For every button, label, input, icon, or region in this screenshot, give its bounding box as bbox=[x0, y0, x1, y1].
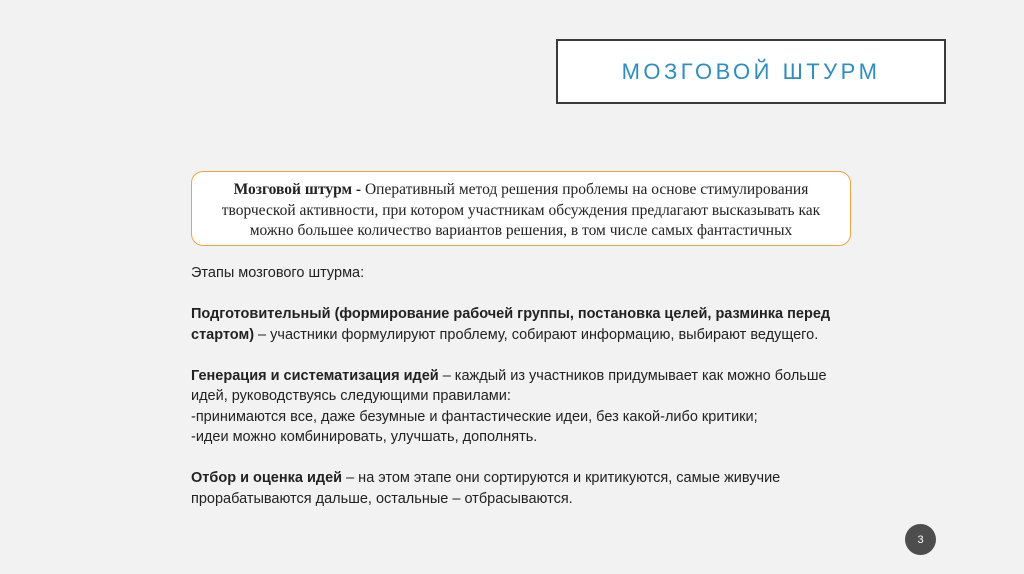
stage-selection-text: – на этом этапе они сортируются и критикуются, самые живучие прорабатываются дальше, остальные – отбрасываются. bbox=[191, 470, 781, 507]
stage-generation-title: Генерация и систематизация идей bbox=[191, 367, 439, 384]
definition-box bbox=[191, 171, 851, 246]
stage-selection-title: Отбор и оценка идей bbox=[191, 470, 343, 486]
stages-heading: Этапы мозгового штурма: bbox=[191, 265, 365, 281]
generation-rule-1: -принимаются все, даже безумные и фантастические идеи, без какой-либо критики; bbox=[191, 408, 758, 425]
stage-generation-text: – каждый из участников придумывает как можно больше идей, руководствуясь следующими правилами: bbox=[191, 367, 827, 404]
definition-term: Мозговой штурм - bbox=[233, 181, 362, 198]
stages-section bbox=[191, 263, 851, 509]
stage-generation bbox=[191, 366, 851, 407]
generation-rule-2: -идеи можно комбинировать, улучшать, дополнять. bbox=[191, 429, 538, 445]
definition-text: Оперативный метод решения проблемы на основе стимулирования творческой активности, при котором участникам обсуждения предлагают высказывать как можно большее количество вариантов решения, в том числе самых фантастичных bbox=[221, 181, 821, 239]
stage-preparation-text: – участники формулируют проблему, собирают информацию, выбирают ведущего. bbox=[254, 326, 819, 343]
title-box bbox=[556, 39, 946, 104]
slide-title: МОЗГОВОЙ ШТУРМ bbox=[621, 58, 881, 84]
stage-preparation bbox=[191, 304, 851, 345]
page-number-badge: 3 bbox=[905, 524, 936, 555]
stage-preparation-title: Подготовительный (формирование рабочей группы, постановка целей, разминка перед стартом) bbox=[191, 306, 831, 343]
stage-selection bbox=[191, 468, 851, 509]
